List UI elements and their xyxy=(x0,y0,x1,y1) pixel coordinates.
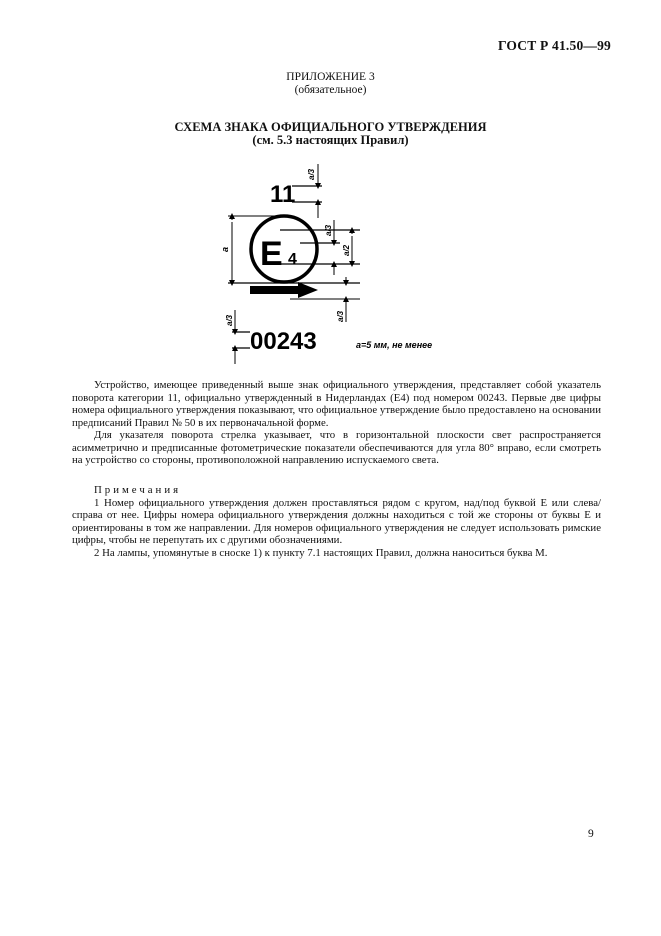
letter-e: E xyxy=(260,235,283,273)
title-main: СХЕМА ЗНАКА ОФИЦИАЛЬНОГО УТВЕРЖДЕНИЯ xyxy=(174,120,487,134)
dim-label-a-third-bottom: a/3 xyxy=(225,314,234,326)
dim-label-a-third-top: a/3 xyxy=(307,168,316,180)
paragraph: Для указателя поворота стрелка указывает, что в горизонтальной плоскости свет распространяется асимметрично и предписанные фотометрические показатели обеспечиваются для угла 80° вправо, если смотреть на устройство со стороны, противоположной направлению испускаемого света. xyxy=(72,429,601,466)
dim-label-a-third-mid: a/3 xyxy=(324,224,333,236)
appendix-heading xyxy=(0,71,661,97)
dim-label-a-half: a/2 xyxy=(342,244,351,256)
paragraph: Устройство, имеющее приведенный выше знак официального утверждения, представляет собой указатель поворота категории 11, официально утвержденный в Нидерландах (E4) под номером 00243. Первые две цифры номера официального утверждения показывают, что официальное утверждение было предоставлено на основании предписаний Правил № 50 в их первоначальной форме. xyxy=(72,379,601,429)
note-item: 1 Номер официального утверждения должен проставляться рядом с кругом, над/под буквой E или слева/справа от нее. Цифры номера официального утверждения должны находиться с той же стороны от буквы E и ориентированы в том же направлении. Для номеров официального утверждения не следует использовать римские цифры, чтобы не перепутать их с другими обозначениями. xyxy=(72,496,601,546)
approval-number: 00243 xyxy=(250,328,317,355)
country-code: 4 xyxy=(288,251,297,268)
size-note: a=5 мм, не менее xyxy=(356,340,433,350)
appendix-status: (обязательное) xyxy=(294,84,367,96)
note-item: 2 На лампы, упомянутые в сноске 1) к пункту 7.1 настоящих Правил, должна наноситься буква М. xyxy=(94,546,548,559)
title-sub: (см. 5.3 настоящих Правил) xyxy=(252,133,409,147)
approval-mark-diagram xyxy=(200,150,460,370)
category-number: 11 xyxy=(270,181,296,208)
dim-label-a: a xyxy=(220,246,230,252)
direction-arrow-head xyxy=(298,282,318,298)
description-text xyxy=(72,379,601,467)
page-number: 9 xyxy=(588,828,594,840)
notes-heading: Примечания xyxy=(94,484,182,496)
appendix-label: ПРИЛОЖЕНИЕ 3 xyxy=(286,71,375,83)
dim-label-a-third-arrow: a/3 xyxy=(336,310,345,322)
standard-code: ГОСТ Р 41.50—99 xyxy=(497,38,611,53)
notes-section xyxy=(72,484,601,559)
direction-arrow-body xyxy=(250,286,298,294)
page-title xyxy=(0,121,661,147)
